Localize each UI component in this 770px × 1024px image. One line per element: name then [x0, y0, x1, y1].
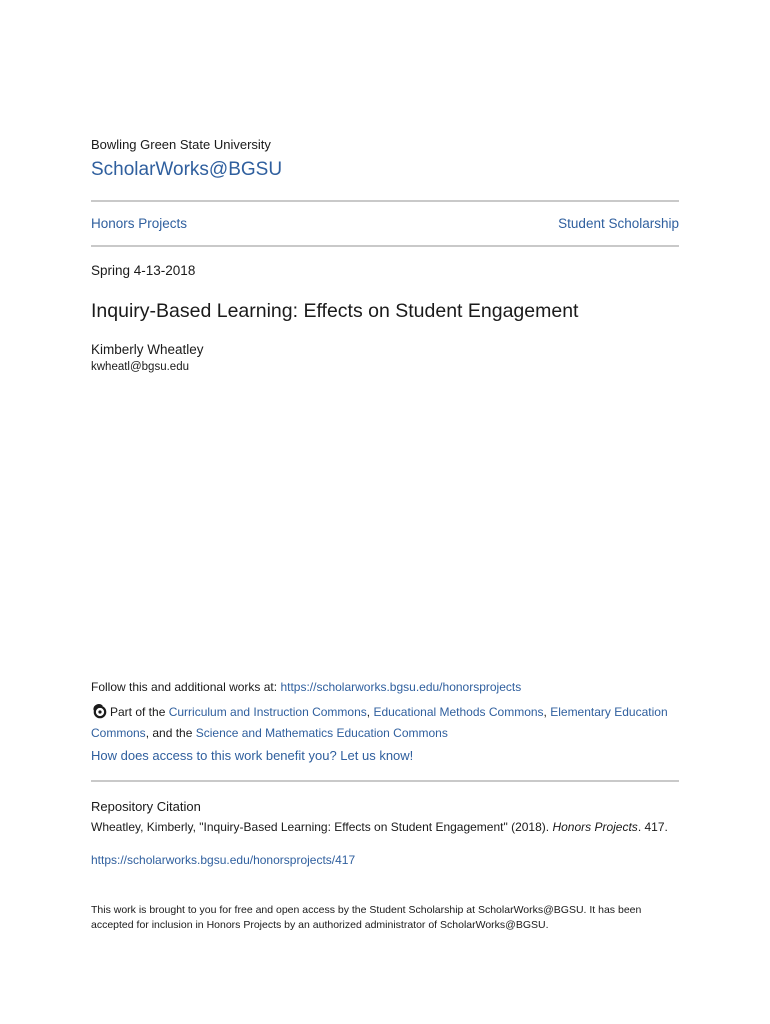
university-name: Bowling Green State University [91, 137, 271, 152]
follow-prefix: Follow this and additional works at: [91, 680, 281, 694]
divider [91, 780, 679, 782]
commons-link-curriculum[interactable]: Curriculum and Instruction Commons [168, 705, 367, 719]
citation-url-link[interactable]: https://scholarworks.bgsu.edu/honorsprojects/417 [91, 853, 356, 867]
citation-number: . 417. [637, 820, 668, 834]
divider [91, 245, 679, 247]
follow-url-link[interactable]: https://scholarworks.bgsu.edu/honorsprojects [280, 680, 522, 694]
separator: , [543, 705, 551, 719]
document-title: Inquiry-Based Learning: Effects on Student Engagement [91, 300, 579, 322]
citation-heading: Repository Citation [91, 799, 201, 814]
cover-page [91, 0, 679, 1024]
collection-link[interactable]: Honors Projects [91, 216, 188, 231]
commons-prefix: Part of the [110, 705, 169, 719]
publication-date: Spring 4-13-2018 [91, 263, 196, 278]
access-notice: This work is brought to you for free and open access by the Student Scholarship at ScholarWorks@BGSU. It has been accepted for inclusion in Honors Projects by an authorized administrator of ScholarWorks@BGSU. [91, 904, 642, 931]
commons-link-elementary-education[interactable]: Elementary Education Commons [91, 705, 668, 740]
author-name: Kimberly Wheatley [91, 342, 204, 357]
separator: , and the [145, 726, 196, 740]
citation-main: Wheatley, Kimberly, "Inquiry-Based Learning: Effects on Student Engagement" (2018). [91, 820, 553, 834]
author-email: kwheatl@bgsu.edu [91, 361, 189, 373]
commons-link-science-math[interactable]: Science and Mathematics Education Commons [195, 726, 448, 740]
commons-link-educational-methods[interactable]: Educational Methods Commons [373, 705, 544, 719]
citation-text [91, 819, 679, 836]
citation-series: Honors Projects [552, 820, 638, 834]
parent-collection-link[interactable]: Student Scholarship [558, 216, 679, 231]
divider [91, 200, 679, 202]
follow-line [91, 680, 521, 694]
access-feedback-link[interactable]: How does access to this work benefit you? Let us know! [91, 748, 414, 763]
commons-line [91, 702, 679, 744]
repository-link[interactable]: ScholarWorks@BGSU [91, 159, 283, 180]
open-access-icon [91, 703, 107, 719]
separator: , [366, 705, 374, 719]
